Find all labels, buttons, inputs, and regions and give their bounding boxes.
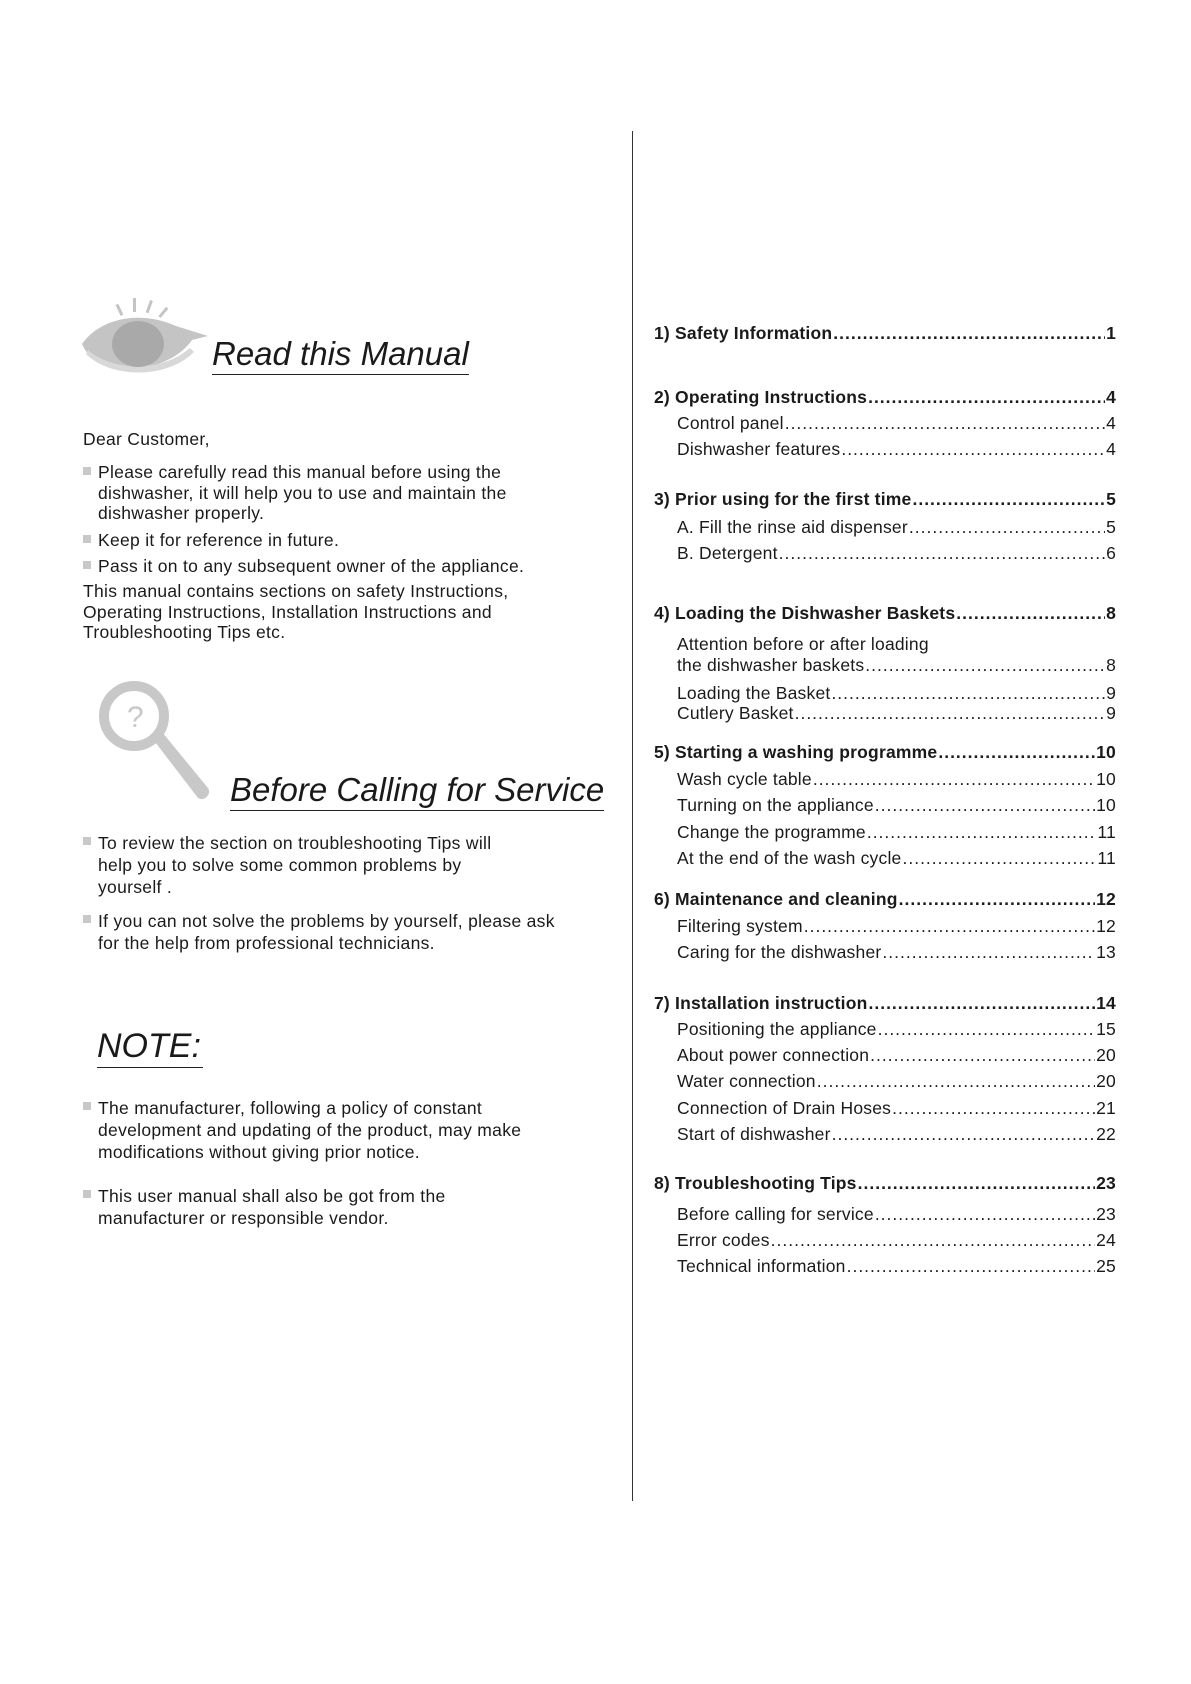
dot-leader <box>785 413 1105 434</box>
toc-entry-label: 6) Maintenance and cleaning <box>654 889 898 909</box>
toc-entry <box>654 655 1116 676</box>
toc-entry-label: 3) Prior using for the first time <box>654 489 912 509</box>
toc-entry-page: 10 <box>1096 742 1116 762</box>
toc-entry-page: 20 <box>1096 1071 1116 1091</box>
toc-entry <box>654 413 1116 434</box>
toc-entry <box>654 993 1116 1014</box>
toc-entry <box>654 1045 1116 1066</box>
toc-entry <box>654 1071 1116 1092</box>
dot-leader <box>841 439 1105 460</box>
toc-entry-page: 21 <box>1096 1098 1116 1118</box>
dot-leader <box>868 387 1105 408</box>
dot-leader <box>892 1098 1095 1119</box>
toc-entry <box>654 1230 1116 1251</box>
toc-entry <box>654 1204 1116 1225</box>
toc-entry-page: 23 <box>1096 1204 1116 1224</box>
toc-entry <box>654 795 1116 816</box>
toc-entry-page: 20 <box>1096 1045 1116 1065</box>
toc-entry-page: 9 <box>1106 683 1116 703</box>
toc-entry-label: About power connection <box>677 1045 870 1065</box>
dot-leader <box>804 916 1095 937</box>
dot-leader <box>938 742 1095 763</box>
toc-entry <box>654 517 1116 538</box>
toc-entry <box>654 889 1116 910</box>
toc-entry <box>654 1098 1116 1119</box>
toc-entry-page: 8 <box>1106 655 1116 675</box>
note-heading: NOTE: <box>97 1028 203 1068</box>
toc-entry <box>654 439 1116 460</box>
toc-entry <box>654 1256 1116 1277</box>
toc-entry <box>654 603 1116 624</box>
dot-leader <box>956 603 1105 624</box>
toc-entry-label: At the end of the wash cycle <box>677 848 902 868</box>
dot-leader <box>902 848 1096 869</box>
toc-entry-page: 8 <box>1106 603 1116 623</box>
dot-leader <box>867 822 1097 843</box>
list-item: This user manual shall also be got from the manufacturer or responsible vendor. <box>83 1185 498 1229</box>
dot-leader <box>817 1071 1095 1092</box>
toc-entry-page: 4 <box>1106 439 1116 459</box>
toc-entry-label: Connection of Drain Hoses <box>677 1098 892 1118</box>
toc-entry <box>654 703 1116 724</box>
list-item: To review the section on troubleshooting Tips will help you to solve some common problems by yourself . <box>83 832 503 898</box>
toc-entry <box>654 323 1116 344</box>
toc-entry-label: Positioning the appliance <box>677 1019 877 1039</box>
dot-leader <box>831 683 1105 704</box>
toc-entry-label: Loading the Basket <box>677 683 831 703</box>
toc-entry-page: 13 <box>1096 942 1116 962</box>
dot-leader <box>882 942 1095 963</box>
dot-leader <box>870 1045 1095 1066</box>
toc-entry <box>654 1124 1116 1145</box>
toc-entry <box>654 916 1116 937</box>
toc-entry <box>654 543 1116 564</box>
eye-icon <box>80 296 210 382</box>
toc-entry-label: 2) Operating Instructions <box>654 387 868 407</box>
dot-leader <box>847 1256 1096 1277</box>
toc-entry-page: 14 <box>1096 993 1116 1013</box>
toc-entry-page: 11 <box>1097 822 1116 842</box>
dot-leader <box>868 993 1095 1014</box>
list-item: Pass it on to any subsequent owner of the appliance. <box>83 556 563 577</box>
toc-entry-page: 6 <box>1106 543 1116 563</box>
toc-entry-page: 22 <box>1096 1124 1116 1144</box>
toc-entry-label: Wash cycle table <box>677 769 812 789</box>
toc-entry <box>654 387 1116 408</box>
toc-entry-page: 24 <box>1096 1230 1116 1250</box>
toc-entry-page: 12 <box>1096 889 1116 909</box>
toc-entry-label: A. Fill the rinse aid dispenser <box>677 517 908 537</box>
toc-entry-page: 10 <box>1096 795 1116 815</box>
toc-entry-page: 15 <box>1096 1019 1116 1039</box>
dot-leader <box>865 655 1105 676</box>
list-item: Please carefully read this manual before using the dishwasher, it will help you to use and maintain the dishwasher properly. <box>83 462 563 524</box>
list-item: Keep it for reference in future. <box>83 530 563 551</box>
toc-entry-label: Dishwasher features <box>677 439 841 459</box>
dot-leader <box>779 543 1105 564</box>
toc-entry <box>654 769 1116 790</box>
toc-entry-page: 12 <box>1096 916 1116 936</box>
toc-entry-label: Caring for the dishwasher <box>677 942 882 962</box>
toc-entry-label: B. Detergent <box>677 543 778 563</box>
list-item: The manufacturer, following a policy of constant development and updating of the product, may make modifications without giving prior notice. <box>83 1097 523 1163</box>
toc-entry-label: Filtering system <box>677 916 803 936</box>
toc-entry <box>654 742 1116 763</box>
dot-leader <box>912 489 1105 510</box>
toc-entry-label: 4) Loading the Dishwasher Baskets <box>654 603 956 623</box>
toc-entry-page: 10 <box>1096 769 1116 789</box>
toc-entry-label: 8) Troubleshooting Tips <box>654 1173 857 1193</box>
toc-entry-page: 4 <box>1106 387 1116 407</box>
dot-leader <box>832 1124 1096 1145</box>
toc-entry <box>654 683 1116 704</box>
list-item: If you can not solve the problems by yourself, please ask for the help from professional technicians. <box>83 910 573 954</box>
dot-leader <box>899 889 1095 910</box>
toc-entry-label: 7) Installation instruction <box>654 993 868 1013</box>
toc-entry-label: Cutlery Basket <box>677 703 794 723</box>
toc-entry-page: 5 <box>1106 517 1116 537</box>
toc-entry <box>654 942 1116 963</box>
toc-entry <box>654 489 1116 510</box>
toc-entry <box>654 848 1116 869</box>
note-bullets <box>83 1097 523 1229</box>
greeting: Dear Customer, <box>83 429 210 449</box>
toc-entry-page: 25 <box>1096 1256 1116 1276</box>
toc-entry-label: Change the programme <box>677 822 866 842</box>
toc-entry-page: 4 <box>1106 413 1116 433</box>
toc-entry <box>654 1173 1116 1194</box>
toc-entry-label: 1) Safety Information <box>654 323 833 343</box>
read-manual-bullets <box>83 462 563 577</box>
dot-leader <box>771 1230 1095 1251</box>
toc-entry-page: 11 <box>1097 848 1116 868</box>
toc-entry-label: Error codes <box>677 1230 770 1250</box>
toc-entry-label: Start of dishwasher <box>677 1124 831 1144</box>
toc-entry-label: Technical information <box>677 1256 846 1276</box>
toc-entry-label-continued: Attention before or after loading <box>677 634 929 654</box>
dot-leader <box>813 769 1095 790</box>
toc-entry <box>654 822 1116 843</box>
dot-leader <box>833 323 1105 344</box>
magnifier-icon <box>96 680 216 805</box>
dot-leader <box>875 795 1095 816</box>
toc-entry-label: Water connection <box>677 1071 816 1091</box>
dot-leader <box>875 1204 1095 1225</box>
read-manual-heading: Read this Manual <box>212 336 469 375</box>
dot-leader <box>795 703 1105 724</box>
toc-entry-label: 5) Starting a washing programme <box>654 742 938 762</box>
toc-entry-label: Control panel <box>677 413 784 433</box>
toc-entry-label: the dishwasher baskets <box>677 655 865 675</box>
dot-leader <box>878 1019 1096 1040</box>
dot-leader <box>909 517 1105 538</box>
toc-entry-label: Turning on the appliance <box>677 795 874 815</box>
service-bullets <box>83 832 555 954</box>
toc-entry-page: 5 <box>1106 489 1116 509</box>
toc-entry-page: 23 <box>1096 1173 1116 1193</box>
toc-entry-page: 1 <box>1106 323 1116 343</box>
toc-entry-label: Before calling for service <box>677 1204 874 1224</box>
column-divider <box>632 131 633 1501</box>
svg-text:?: ? <box>127 701 144 734</box>
toc-entry-page: 9 <box>1106 703 1116 723</box>
manual-sections-paragraph: This manual contains sections on safety Instructions, Operating Instructions, Installation Instructions and Troubleshooting Tips etc. <box>83 581 509 642</box>
toc-entry <box>654 1019 1116 1040</box>
service-heading: Before Calling for Service <box>230 772 604 811</box>
dot-leader <box>858 1173 1096 1194</box>
